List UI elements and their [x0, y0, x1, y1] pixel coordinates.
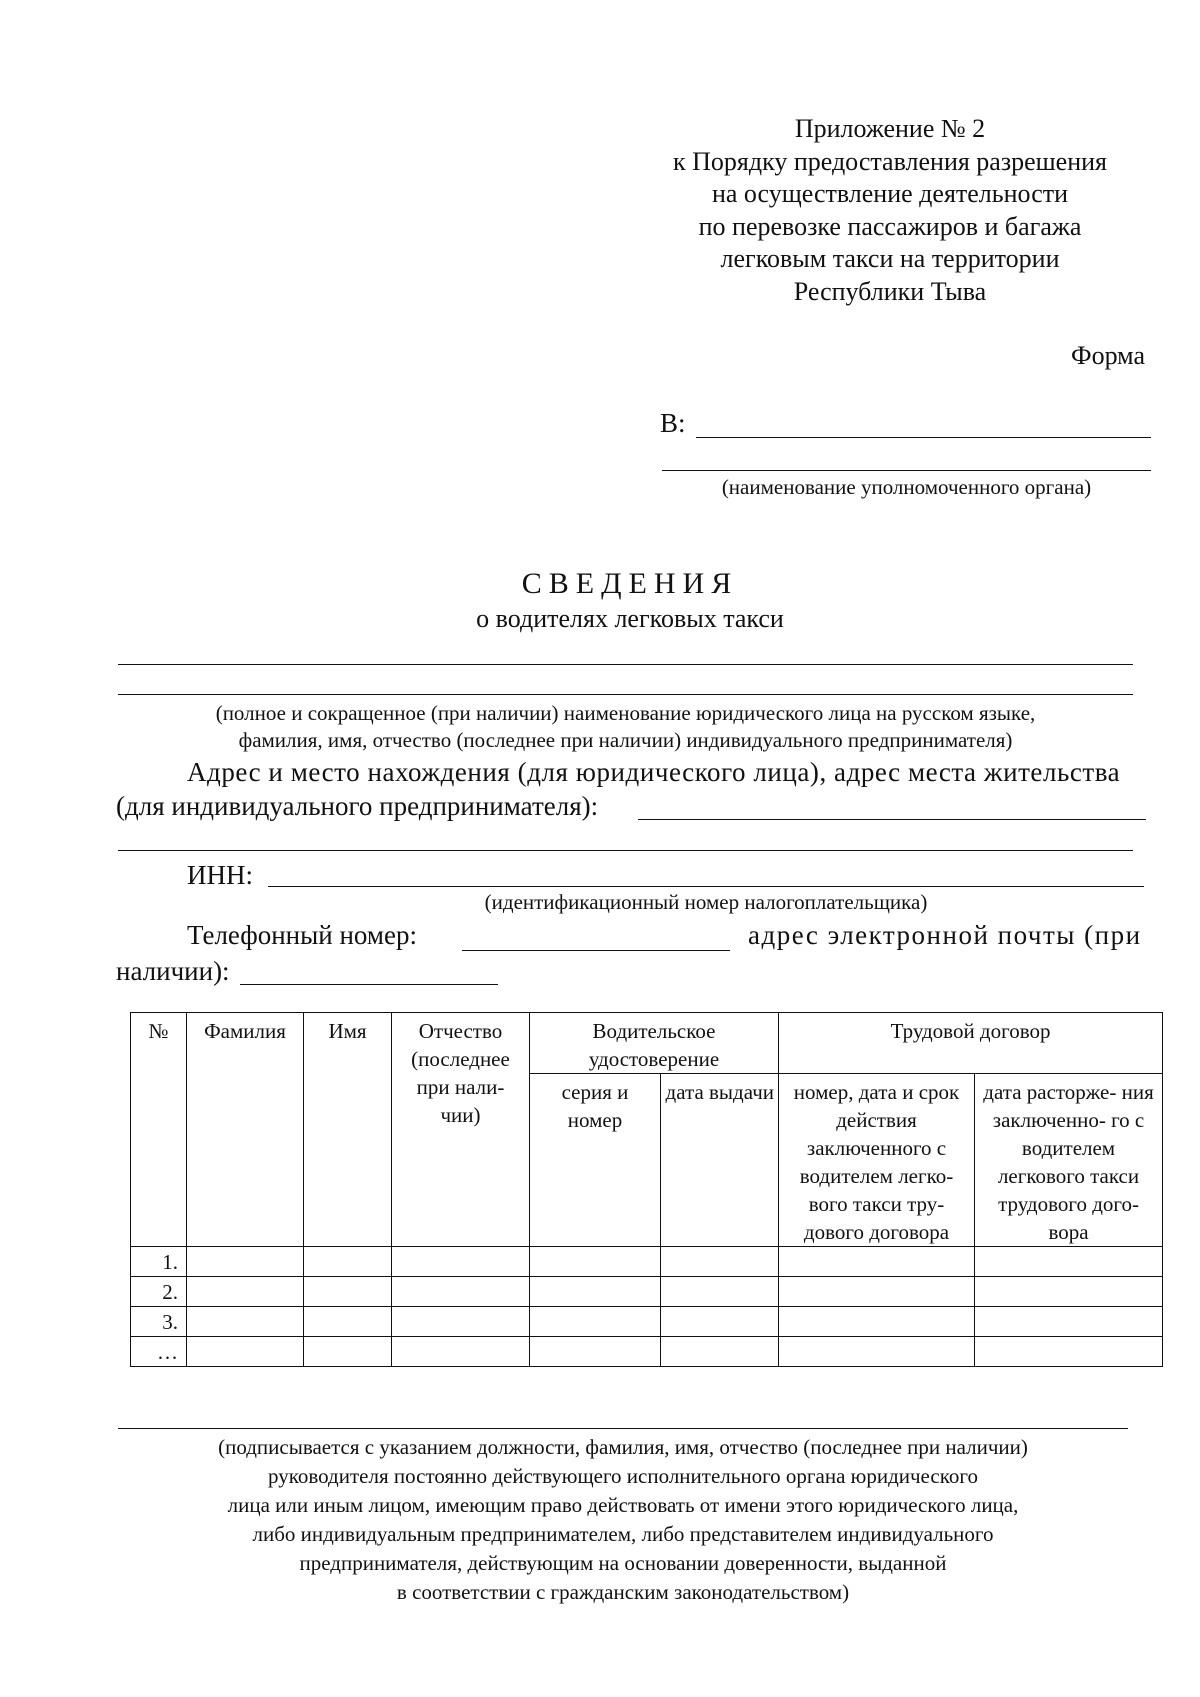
form-label: Форма — [1071, 341, 1145, 370]
table-cell[interactable] — [975, 1277, 1163, 1307]
drivers-table — [130, 1012, 1163, 1367]
table-cell[interactable] — [187, 1337, 304, 1367]
signature-note-line: лица или иным лицом, имеющим право действовать от имени этого юридического лица, — [227, 1493, 1019, 1517]
appendix-line: Республики Тыва — [793, 276, 987, 306]
header-number: № — [131, 1013, 187, 1247]
signature-note-line: в соответствии с гражданским законодательством) — [396, 1580, 850, 1604]
address-field-line-2[interactable] — [118, 850, 1133, 851]
table-cell[interactable] — [530, 1277, 661, 1307]
table-cell[interactable] — [304, 1307, 392, 1337]
table-cell[interactable] — [779, 1307, 975, 1337]
table-cell[interactable] — [304, 1247, 392, 1277]
table-cell[interactable] — [392, 1277, 530, 1307]
table-cell[interactable] — [779, 1277, 975, 1307]
recipient-caption: (наименование уполномоченного органа) — [721, 475, 1092, 499]
table-cell[interactable] — [187, 1277, 304, 1307]
header-surname: Фамилия — [187, 1013, 304, 1247]
table-row — [131, 1247, 1163, 1277]
entity-caption-line-2: фамилия, имя, отчество (последнее при наличии) индивидуального предпринимателя) — [238, 728, 1013, 752]
document-subtitle: о водителях легковых такси — [476, 604, 784, 633]
table-cell[interactable] — [661, 1277, 779, 1307]
address-field-line[interactable] — [638, 819, 1146, 820]
recipient-field-line[interactable] — [696, 437, 1151, 438]
signature-note-line: руководителя постоянно действующего исполнительного органа юридического — [268, 1464, 978, 1488]
signature-note-line: (подписывается с указанием должности, фамилия, имя, отчество (последнее при наличии) — [218, 1435, 1028, 1459]
appendix-line: на осуществление деятельности — [711, 179, 1069, 208]
appendix-line: по перевозке пассажиров и багажа — [698, 211, 1082, 241]
table-cell[interactable] — [975, 1307, 1163, 1337]
table-row — [131, 1307, 1163, 1337]
appendix-header — [640, 113, 1140, 308]
document-title: СВЕДЕНИЯ — [521, 567, 739, 600]
table-cell[interactable] — [779, 1247, 975, 1277]
recipient-prefix: В: — [660, 408, 686, 438]
address-label-line-2: (для индивидуального предпринимателя): — [116, 791, 599, 821]
appendix-line: к Порядку предоставления разрешения — [672, 146, 1108, 176]
email-field-line[interactable] — [240, 984, 498, 985]
header-patronymic: Отчество (последнее при нали- чии) — [392, 1013, 530, 1247]
table-cell[interactable] — [779, 1337, 975, 1367]
table-cell[interactable] — [661, 1307, 779, 1337]
phone-field-line[interactable] — [462, 950, 730, 951]
signature-note-line: предпринимателя, действующим на основании доверенности, выданной — [299, 1551, 947, 1575]
inn-label: ИНН: — [187, 860, 253, 890]
row-number: 2. — [131, 1277, 187, 1307]
table-cell[interactable] — [304, 1337, 392, 1367]
appendix-line: легковым такси на территории — [720, 244, 1060, 273]
header-driver-license: Водительское удостоверение — [530, 1013, 779, 1074]
table-cell[interactable] — [661, 1247, 779, 1277]
address-label-line-1: Адрес и место нахождения (для юридического лица), адрес места жительства — [187, 757, 1121, 787]
table-cell[interactable] — [530, 1307, 661, 1337]
entity-name-line-1[interactable] — [118, 664, 1133, 665]
table-row — [131, 1337, 1163, 1367]
email-label: адрес электронной почты (при — [748, 920, 1142, 950]
table-cell[interactable] — [304, 1277, 392, 1307]
row-number: 3. — [131, 1307, 187, 1337]
email-label-continued: наличии): — [116, 956, 230, 986]
phone-label: Телефонный номер: — [187, 920, 417, 950]
entity-name-line-2[interactable] — [118, 694, 1133, 695]
header-contract-details: номер, дата и срок действия заключенного с водителем легко- вого такси тру- дового договора — [779, 1074, 975, 1247]
header-license-date: дата выдачи — [661, 1074, 779, 1247]
table-cell[interactable] — [530, 1247, 661, 1277]
table-cell[interactable] — [187, 1247, 304, 1277]
table-cell[interactable] — [661, 1337, 779, 1367]
header-employment-contract: Трудовой договор — [779, 1013, 1163, 1074]
table-row — [131, 1277, 1163, 1307]
table-cell[interactable] — [975, 1247, 1163, 1277]
header-license-series: серия и номер — [530, 1074, 661, 1247]
table-cell[interactable] — [392, 1247, 530, 1277]
signature-line[interactable] — [118, 1428, 1128, 1429]
inn-field-line[interactable] — [268, 886, 1144, 887]
recipient-field-line-2[interactable] — [662, 470, 1151, 471]
table-cell[interactable] — [392, 1307, 530, 1337]
inn-caption: (идентификационный номер налогоплательщика) — [484, 890, 928, 914]
signature-note-line: либо индивидуальным предпринимателем, либо представителем индивидуального — [252, 1522, 994, 1546]
appendix-line: Приложение № 2 — [794, 114, 986, 143]
table-cell[interactable] — [187, 1307, 304, 1337]
table-cell[interactable] — [392, 1337, 530, 1367]
table-cell[interactable] — [975, 1337, 1163, 1367]
row-number: 1. — [131, 1247, 187, 1277]
entity-caption-line-1: (полное и сокращенное (при наличии) наименование юридического лица на русском языке, — [215, 701, 1036, 725]
table-cell[interactable] — [530, 1337, 661, 1367]
signature-note — [118, 1433, 1128, 1607]
header-contract-termination: дата расторже- ния заключенно- го с водителем легкового такси трудового дого- вора — [975, 1074, 1163, 1247]
row-number: … — [131, 1337, 187, 1367]
header-name: Имя — [304, 1013, 392, 1247]
